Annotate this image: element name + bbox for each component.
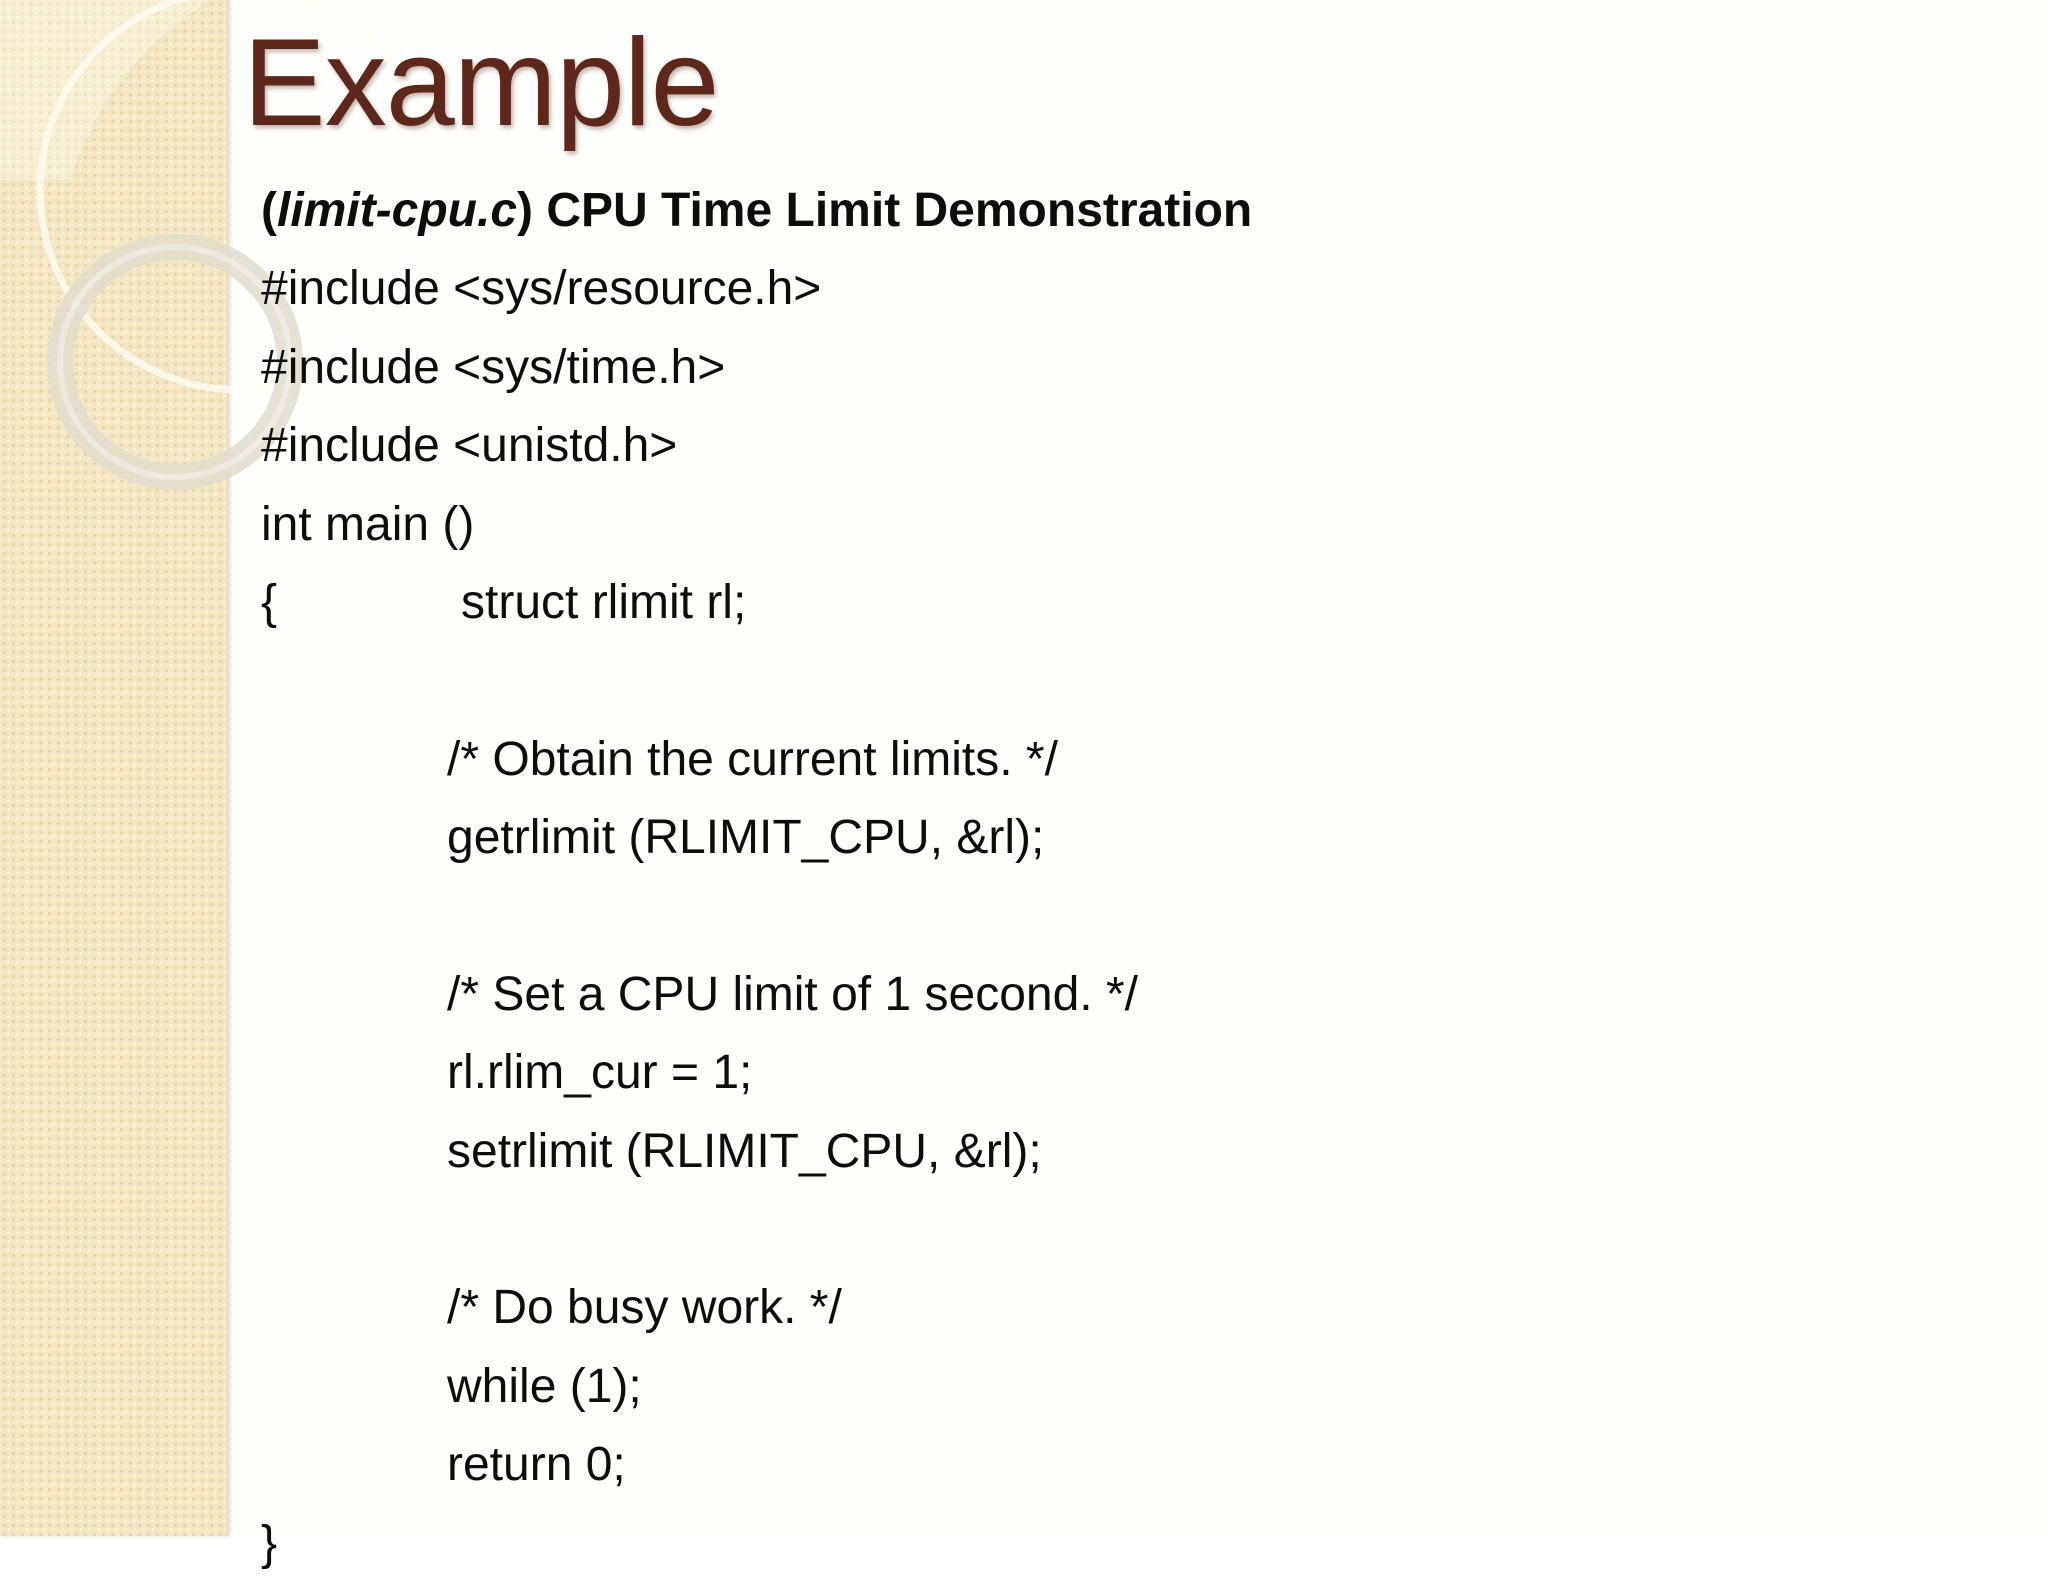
code-line-include-resource: #include <sys/resource.h> [261, 262, 822, 316]
code-listing [261, 172, 2001, 1583]
code-blank-line [261, 1191, 2001, 1269]
code-line-getrlimit: getrlimit (RLIMIT_CPU, &rl); [447, 811, 1045, 865]
code-line-while-loop: while (1); [447, 1359, 642, 1413]
code-blank-line [261, 878, 2001, 956]
code-line-include-time: #include <sys/time.h> [261, 340, 726, 394]
code-line-assign-cur: rl.rlim_cur = 1; [447, 1046, 753, 1100]
code-blank-line [261, 642, 2001, 720]
code-line-close-brace: } [261, 1516, 278, 1570]
code-line-return: return 0; [447, 1438, 626, 1492]
code-line-include-unistd: #include <unistd.h> [261, 419, 678, 473]
code-line-struct-decl [261, 564, 2001, 642]
code-line-setrlimit: setrlimit (RLIMIT_CPU, &rl); [447, 1124, 1042, 1178]
heading-open-paren: ( [261, 184, 277, 237]
heading-filename: limit-cpu.c [276, 184, 518, 237]
code-line-comment-obtain: /* Obtain the current limits. */ [447, 732, 1058, 786]
listing-heading [261, 172, 2001, 250]
slide-title: Example [243, 14, 719, 152]
heading-description: ) CPU Time Limit Demonstration [517, 184, 1253, 237]
code-line-comment-busy: /* Do busy work. */ [447, 1281, 842, 1335]
code-line-comment-set: /* Set a CPU limit of 1 second. */ [447, 967, 1138, 1021]
code-struct-decl: struct rlimit rl; [461, 575, 747, 629]
code-line-main-signature: int main () [261, 497, 475, 551]
code-open-brace: { [261, 575, 278, 629]
